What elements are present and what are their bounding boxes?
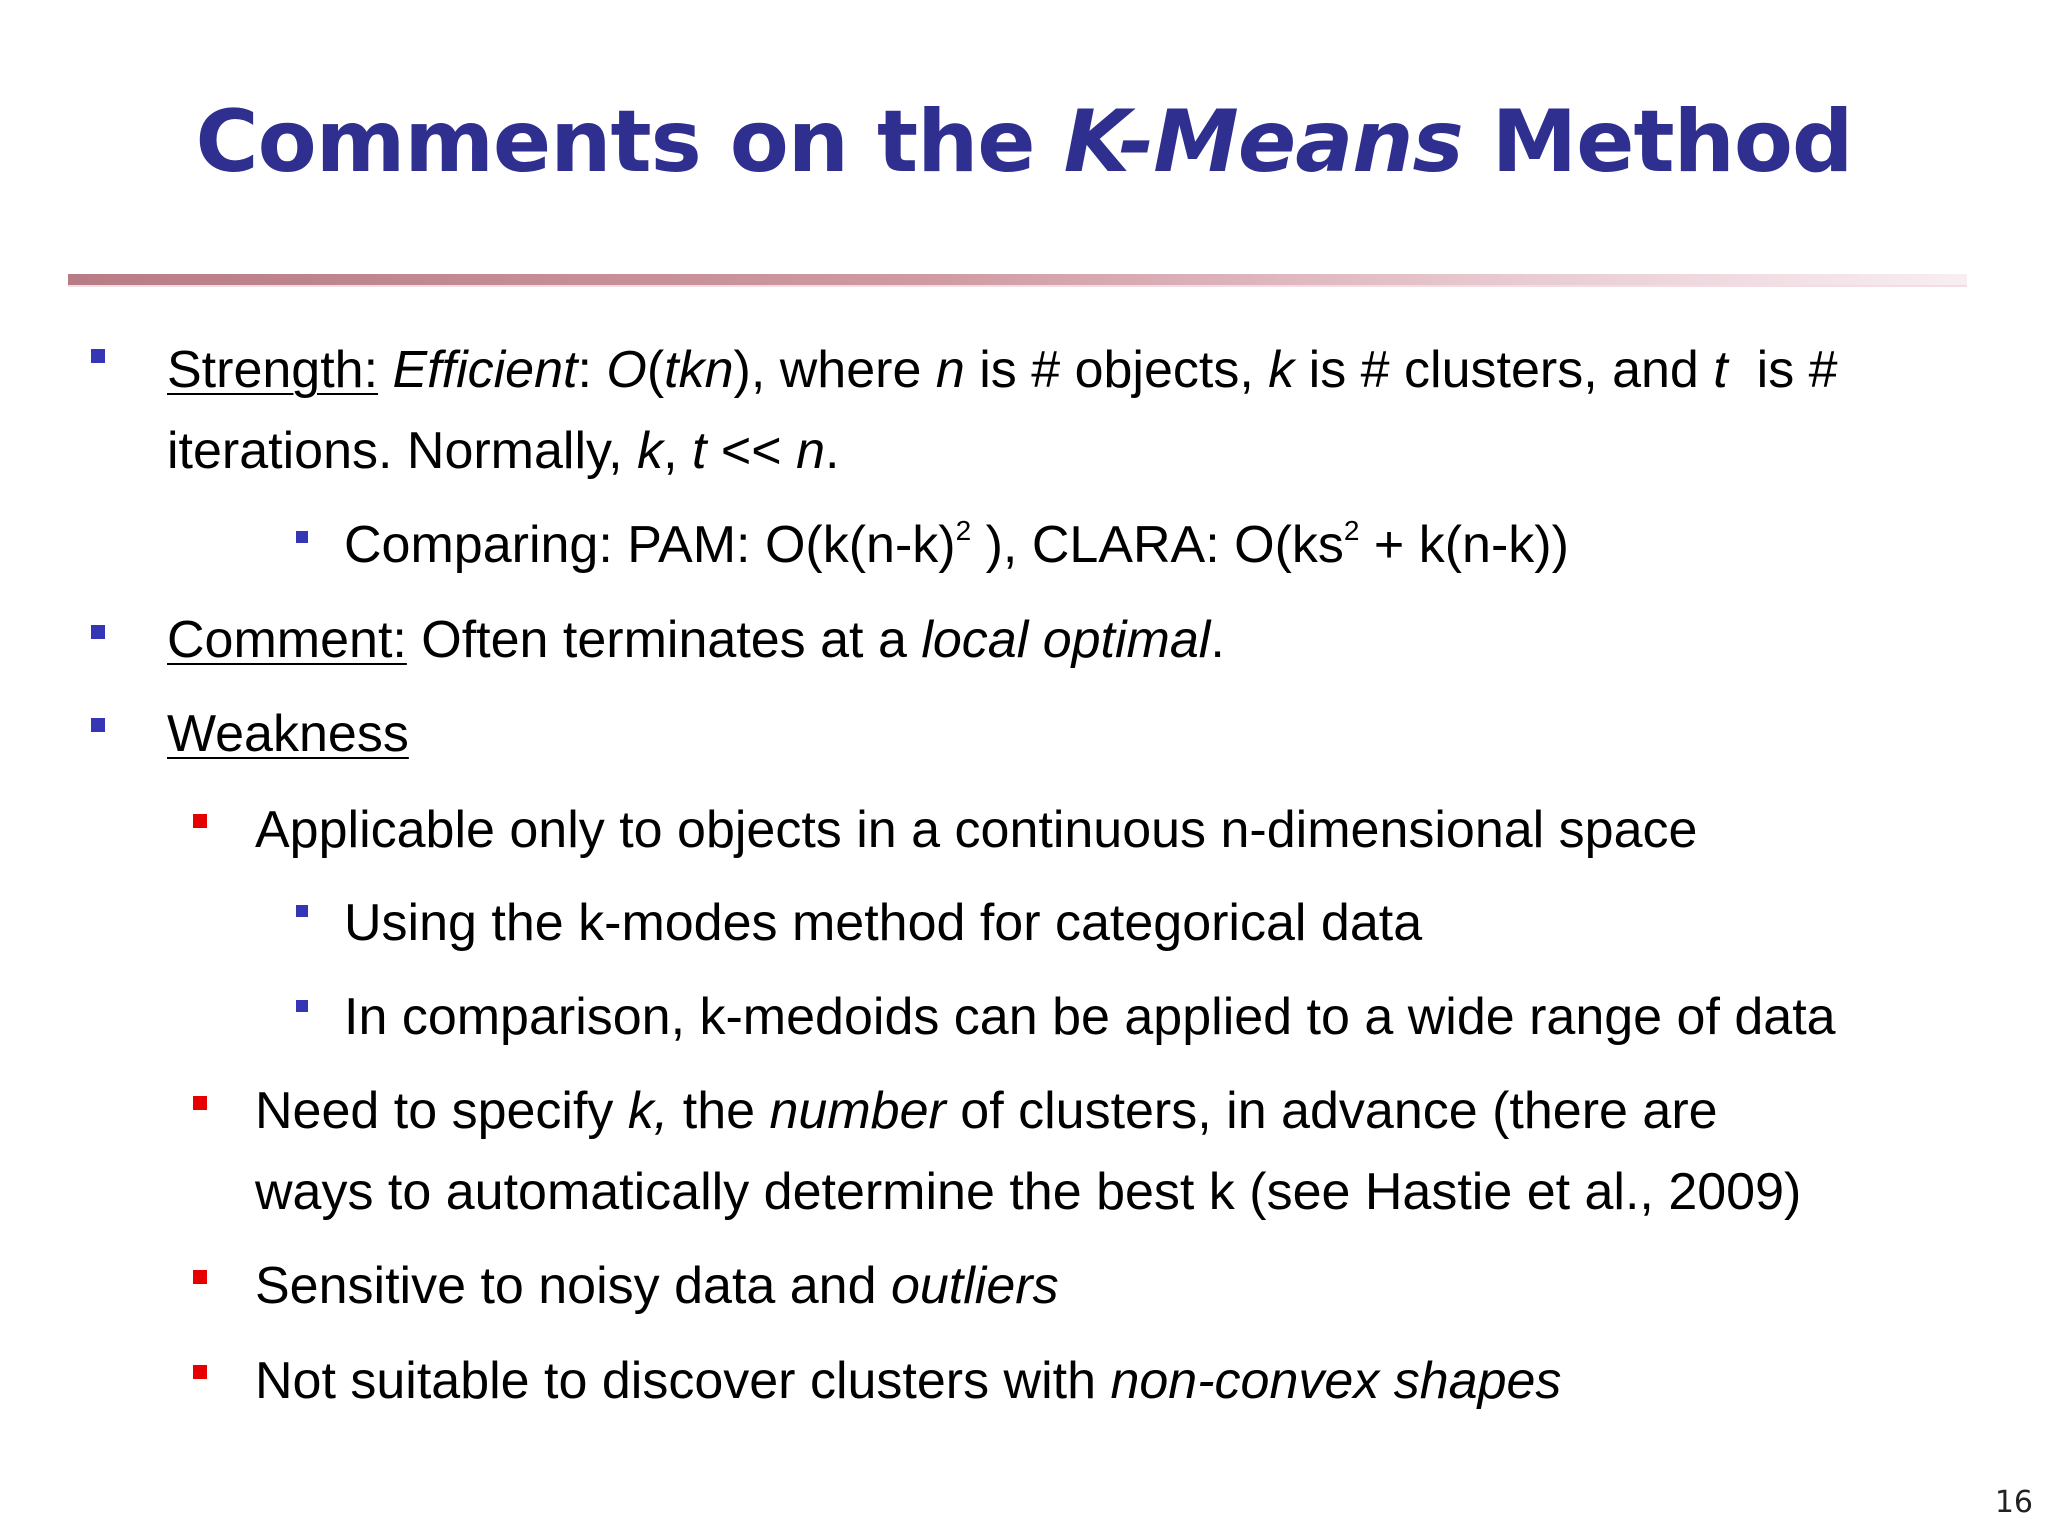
bullet-icon [193,814,207,828]
weakness-line [167,704,409,764]
sensitive-line: Sensitive to noisy data and outliers [255,1257,1059,1315]
specify-line-2: ways to automatically determine the best k (see Hastie et al., 2009) [255,1163,1802,1221]
bullet-icon [91,718,105,732]
bullet-icon [193,1270,207,1284]
title-divider [68,274,1967,287]
bullet-icon [193,1365,207,1379]
strength-label: Strength: [167,341,379,399]
kmodes-line: Using the k-modes method for categorical data [344,894,1423,952]
comment-label: Comment: [167,611,407,669]
bullet-icon [193,1096,207,1110]
bullet-icon [91,625,105,639]
comparing-line: Comparing: PAM: $O(k(n-k)^2$ ), CLARA: $O(ks^2 + k(n-k))$ [344,515,1569,574]
page-number: 16 [1994,1485,2033,1520]
bullet-icon [296,905,308,917]
bullet-icon [296,1000,308,1012]
applicable-line: Applicable only to objects in a continuous n-dimensional space [255,801,1698,859]
specify-line-1: Need to specify k, the number of clusters, in advance (there are [255,1082,1718,1140]
comment-line: Comment: Often terminates at a local optimal. [167,611,1225,669]
strength-line-1: Strength: Efficient: O(tkn), where n is # objects, k is # clusters, and t is # [167,341,1838,399]
weakness-label: Weakness [167,705,409,763]
bullet-icon [296,531,308,543]
bullet-icon [91,349,105,363]
kmedoids-line: In comparison, k-medoids can be applied to a wide range of data [344,988,1836,1046]
strength-line-2: iterations. Normally, k, t << n. [167,422,840,480]
title-emphasis: K-Means [1063,92,1463,192]
notsuitable-line: Not suitable to discover clusters with non-convex shapes [255,1352,1562,1410]
slide-title: Comments on the K-Means Method [195,92,1853,192]
